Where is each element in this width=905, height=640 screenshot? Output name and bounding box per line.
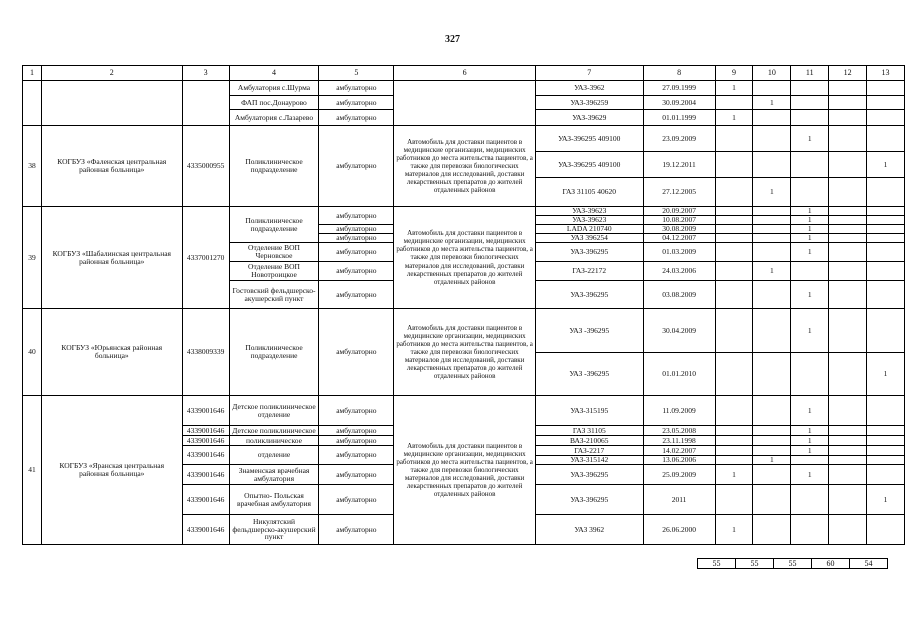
cell-vehicle: УАЗ-396295 409100 [535, 152, 643, 178]
cell-c12 [829, 436, 867, 446]
cell-mode: амбулаторно [319, 446, 394, 465]
cell-c12 [829, 396, 867, 426]
cell-inn [182, 81, 229, 126]
cell-inn: 4339001646 [182, 426, 229, 436]
cell-mode: амбулаторно [319, 396, 394, 426]
cell-inn: 4338009339 [182, 309, 229, 396]
cell-num: 40 [23, 309, 42, 396]
cell-mode: амбулаторно [319, 281, 394, 309]
cell-c13 [867, 436, 905, 446]
cell-date: 19.12.2011 [643, 152, 715, 178]
cell-c9 [715, 353, 753, 396]
cell-c9 [715, 243, 753, 262]
cell-c13: 1 [867, 353, 905, 396]
cell-vehicle: УАЗ-39623 [535, 207, 643, 216]
cell-dept: Детское поликлиническое отделение [229, 396, 319, 426]
cell-c10 [753, 465, 791, 485]
cell-vehicle: УАЗ-315142 [535, 456, 643, 465]
header-cell: 4 [229, 66, 319, 81]
cell-vehicle: УАЗ-396295 409100 [535, 126, 643, 152]
cell-dept: Поликлиническое подразделение [229, 126, 319, 207]
cell-c13 [867, 262, 905, 281]
cell-c11: 1 [791, 234, 829, 243]
cell-c12 [829, 81, 867, 96]
totals-row [697, 558, 888, 569]
cell-dept: отделение [229, 446, 319, 465]
cell-mode: амбулаторно [319, 262, 394, 281]
cell-c9: 1 [715, 465, 753, 485]
cell-c11 [791, 515, 829, 545]
cell-c9 [715, 225, 753, 234]
table-row [23, 396, 905, 426]
cell-c11 [791, 456, 829, 465]
cell-c9 [715, 281, 753, 309]
cell-inn: 4339001646 [182, 436, 229, 446]
cell-c13 [867, 465, 905, 485]
header-cell: 9 [715, 66, 753, 81]
cell-inn: 4335000955 [182, 126, 229, 207]
header-cell: 13 [867, 66, 905, 81]
cell-c9 [715, 178, 753, 207]
cell-vehicle: УАЗ-396295 [535, 243, 643, 262]
cell-dept: Поликлиническое подразделение [229, 309, 319, 396]
cell-c10 [753, 446, 791, 456]
table-row [23, 207, 905, 216]
cell-inn: 4339001646 [182, 465, 229, 485]
cell-vehicle: УАЗ-39629 [535, 110, 643, 126]
cell-date: 13.06.2006 [643, 456, 715, 465]
cell-c12 [829, 234, 867, 243]
cell-inn: 4339001646 [182, 396, 229, 426]
cell-dept: Опытно- Польская врачебная амбулатория [229, 485, 319, 515]
cell-org: КОГБУЗ «Фаленская центральная районная больница» [41, 126, 182, 207]
cell-inn: 4339001646 [182, 515, 229, 545]
header-cell: 1 [23, 66, 42, 81]
header-cell: 11 [791, 66, 829, 81]
cell-c13 [867, 110, 905, 126]
cell-c11 [791, 81, 829, 96]
cell-dept: Детское поликлиническое [229, 426, 319, 436]
cell-date: 23.11.1998 [643, 436, 715, 446]
cell-org: КОГБУЗ «Шабалинская центральная районная больница» [41, 207, 182, 309]
cell-c11: 1 [791, 243, 829, 262]
cell-date: 27.12.2005 [643, 178, 715, 207]
cell-c12 [829, 515, 867, 545]
cell-num: 41 [23, 396, 42, 545]
cell-c12 [829, 485, 867, 515]
cell-c12 [829, 309, 867, 353]
cell-mode: амбулаторно [319, 234, 394, 243]
cell-dept: Никулятский фельдшерско-акушерский пункт [229, 515, 319, 545]
cell-date: 30.04.2009 [643, 309, 715, 353]
cell-mode: амбулаторно [319, 225, 394, 234]
cell-c10 [753, 152, 791, 178]
header-cell: 3 [182, 66, 229, 81]
header-cell: 8 [643, 66, 715, 81]
cell-c10: 1 [753, 178, 791, 207]
cell-dept: Отделение ВОП Новотроицкое [229, 262, 319, 281]
cell-num: 38 [23, 126, 42, 207]
cell-date: 20.09.2007 [643, 207, 715, 216]
cell-c11 [791, 353, 829, 396]
cell-c10: 1 [753, 96, 791, 110]
cell-c10 [753, 207, 791, 216]
cell-c10 [753, 309, 791, 353]
vehicle-table [22, 65, 905, 545]
cell-vehicle: LADA 210740 [535, 225, 643, 234]
cell-c13 [867, 96, 905, 110]
cell-num: 39 [23, 207, 42, 309]
total-cell: 60 [812, 559, 850, 569]
cell-num [23, 81, 42, 126]
cell-c13 [867, 178, 905, 207]
cell-purpose: Автомобиль для доставки пациентов в медицинские организации, медицинских работников до места жительства пациентов, а также для перевозки биологических материалов для исследований, доставки лекарственных препаратов до жителей отдаленных районов [394, 126, 536, 207]
cell-c13 [867, 456, 905, 465]
cell-mode: амбулаторно [319, 110, 394, 126]
total-cell: 55 [736, 559, 774, 569]
cell-inn: 4337001270 [182, 207, 229, 309]
total-cell: 55 [774, 559, 812, 569]
cell-c9 [715, 436, 753, 446]
table-row [23, 126, 905, 152]
cell-c12 [829, 281, 867, 309]
cell-c12 [829, 96, 867, 110]
cell-c11: 1 [791, 436, 829, 446]
cell-c13 [867, 81, 905, 96]
cell-vehicle: ГАЗ 31105 40620 [535, 178, 643, 207]
cell-date: 03.08.2009 [643, 281, 715, 309]
cell-c9 [715, 485, 753, 515]
cell-c12 [829, 178, 867, 207]
cell-c9 [715, 234, 753, 243]
cell-c11 [791, 152, 829, 178]
table-row [23, 309, 905, 353]
cell-date: 04.12.2007 [643, 234, 715, 243]
cell-date: 30.09.2004 [643, 96, 715, 110]
cell-mode: амбулаторно [319, 436, 394, 446]
cell-c11: 1 [791, 465, 829, 485]
cell-c12 [829, 465, 867, 485]
cell-vehicle: УАЗ-396295 [535, 485, 643, 515]
cell-date: 25.09.2009 [643, 465, 715, 485]
cell-purpose: Автомобиль для доставки пациентов в медицинские организации, медицинских работников до места жительства пациентов, а также для перевозки биологических материалов для исследований, доставки лекарственных препаратов до жителей отдаленных районов [394, 207, 536, 309]
cell-c10 [753, 396, 791, 426]
cell-c12 [829, 110, 867, 126]
cell-date: 01.03.2009 [643, 243, 715, 262]
cell-mode: амбулаторно [319, 485, 394, 515]
cell-c11: 1 [791, 207, 829, 216]
cell-c13 [867, 126, 905, 152]
cell-org [41, 81, 182, 126]
cell-c13 [867, 225, 905, 234]
cell-c12 [829, 207, 867, 216]
cell-c9 [715, 207, 753, 216]
cell-c13 [867, 309, 905, 353]
cell-date: 01.01.2010 [643, 353, 715, 396]
cell-c11: 1 [791, 126, 829, 152]
cell-c10 [753, 426, 791, 436]
cell-mode: амбулаторно [319, 96, 394, 110]
cell-inn: 4339001646 [182, 446, 229, 465]
cell-org: КОГБУЗ «Юрьянская районная больница» [41, 309, 182, 396]
cell-vehicle: УАЗ-396295 [535, 281, 643, 309]
cell-c13 [867, 281, 905, 309]
cell-c10 [753, 243, 791, 262]
cell-c9 [715, 216, 753, 225]
cell-c11: 1 [791, 225, 829, 234]
cell-vehicle: УАЗ 396254 [535, 234, 643, 243]
header-cell: 10 [753, 66, 791, 81]
cell-c10 [753, 281, 791, 309]
cell-date: 01.01.1999 [643, 110, 715, 126]
cell-vehicle: ВАЗ-210065 [535, 436, 643, 446]
cell-date: 26.06.2000 [643, 515, 715, 545]
cell-c9 [715, 126, 753, 152]
cell-purpose: Автомобиль для доставки пациентов в медицинские организации, медицинских работников до места жительства пациентов, а также для перевозки биологических материалов для исследований, доставки лекарственных препаратов до жителей отдаленных районов [394, 396, 536, 545]
cell-c12 [829, 216, 867, 225]
cell-c12 [829, 225, 867, 234]
cell-vehicle: УАЗ -396295 [535, 353, 643, 396]
cell-mode: амбулаторно [319, 81, 394, 96]
cell-c13: 1 [867, 485, 905, 515]
header-cell: 5 [319, 66, 394, 81]
header-cell: 12 [829, 66, 867, 81]
cell-mode: амбулаторно [319, 243, 394, 262]
cell-c12 [829, 152, 867, 178]
cell-c10 [753, 126, 791, 152]
cell-c9 [715, 262, 753, 281]
cell-c10 [753, 485, 791, 515]
cell-date: 30.08.2009 [643, 225, 715, 234]
cell-c10: 1 [753, 262, 791, 281]
cell-mode: амбулаторно [319, 426, 394, 436]
cell-vehicle: ГАЗ-22172 [535, 262, 643, 281]
cell-c9: 1 [715, 515, 753, 545]
header-cell: 2 [41, 66, 182, 81]
cell-date: 14.02.2007 [643, 446, 715, 456]
cell-vehicle: ГАЗ-2217 [535, 446, 643, 456]
cell-c11: 1 [791, 426, 829, 436]
cell-c9 [715, 456, 753, 465]
cell-c12 [829, 243, 867, 262]
cell-dept: Гостовский фельдшерско-акушерский пункт [229, 281, 319, 309]
cell-vehicle: УАЗ-39623 [535, 216, 643, 225]
cell-c10 [753, 515, 791, 545]
cell-c12 [829, 126, 867, 152]
cell-vehicle: ГАЗ 31105 [535, 426, 643, 436]
cell-mode: амбулаторно [319, 465, 394, 485]
cell-vehicle: УАЗ-315195 [535, 396, 643, 426]
cell-vehicle: УАЗ -396295 [535, 309, 643, 353]
cell-c13 [867, 396, 905, 426]
cell-c11 [791, 178, 829, 207]
cell-c11: 1 [791, 216, 829, 225]
cell-c12 [829, 426, 867, 436]
cell-mode: амбулаторно [319, 515, 394, 545]
table-row [23, 81, 905, 96]
cell-dept: Амбулатория с.Лазарево [229, 110, 319, 126]
cell-c12 [829, 446, 867, 456]
cell-c11 [791, 110, 829, 126]
cell-vehicle: УАЗ-396295 [535, 465, 643, 485]
cell-date: 2011 [643, 485, 715, 515]
cell-c11: 1 [791, 396, 829, 426]
total-cell: 55 [698, 559, 736, 569]
cell-date: 23.05.2008 [643, 426, 715, 436]
cell-c9 [715, 96, 753, 110]
cell-date: 11.09.2009 [643, 396, 715, 426]
cell-c10 [753, 436, 791, 446]
cell-date: 24.03.2006 [643, 262, 715, 281]
cell-c13 [867, 446, 905, 456]
cell-c11: 1 [791, 281, 829, 309]
cell-c12 [829, 353, 867, 396]
cell-c9: 1 [715, 110, 753, 126]
cell-c11 [791, 96, 829, 110]
cell-dept: Знаменская врачебная амбулатория [229, 465, 319, 485]
cell-c13 [867, 234, 905, 243]
cell-c11 [791, 485, 829, 515]
cell-c9 [715, 152, 753, 178]
header-cell: 6 [394, 66, 536, 81]
cell-c10 [753, 234, 791, 243]
page-number: 327 [445, 34, 460, 45]
cell-c10 [753, 353, 791, 396]
header-cell: 7 [535, 66, 643, 81]
cell-c9 [715, 309, 753, 353]
cell-c10: 1 [753, 456, 791, 465]
cell-c11: 1 [791, 309, 829, 353]
cell-date: 27.09.1999 [643, 81, 715, 96]
cell-c9 [715, 396, 753, 426]
cell-dept: ФАП пос.Донаурово [229, 96, 319, 110]
cell-c11: 1 [791, 446, 829, 456]
cell-c13 [867, 426, 905, 436]
cell-c10 [753, 81, 791, 96]
cell-purpose [394, 81, 536, 126]
cell-c9 [715, 426, 753, 436]
cell-org: КОГБУЗ «Яранская центральная районная больница» [41, 396, 182, 545]
header-row [23, 66, 905, 81]
cell-c13: 1 [867, 152, 905, 178]
cell-vehicle: УАЗ-396259 [535, 96, 643, 110]
cell-mode: амбулаторно [319, 207, 394, 225]
cell-date: 23.09.2009 [643, 126, 715, 152]
cell-c10 [753, 216, 791, 225]
cell-c10 [753, 225, 791, 234]
cell-dept: Амбулатория с.Шурма [229, 81, 319, 96]
cell-vehicle: УАЗ-3962 [535, 81, 643, 96]
cell-c11 [791, 262, 829, 281]
cell-purpose: Автомобиль для доставки пациентов в медицинские организации, медицинских работников до места жительства пациентов, а также для перевозки биологических материалов для исследований, доставки лекарственных препаратов до жителей отдаленных районов [394, 309, 536, 396]
cell-c9: 1 [715, 81, 753, 96]
cell-dept: Поликлиническое подразделение [229, 207, 319, 243]
cell-dept: Отделение ВОП Черновское [229, 243, 319, 262]
cell-c12 [829, 262, 867, 281]
cell-c9 [715, 446, 753, 456]
total-cell: 54 [850, 559, 888, 569]
cell-dept: поликлиническое [229, 436, 319, 446]
cell-c13 [867, 207, 905, 216]
cell-mode: амбулаторно [319, 126, 394, 207]
cell-mode: амбулаторно [319, 309, 394, 396]
cell-date: 10.08.2007 [643, 216, 715, 225]
cell-vehicle: УАЗ 3962 [535, 515, 643, 545]
cell-inn: 4339001646 [182, 485, 229, 515]
cell-c12 [829, 456, 867, 465]
cell-c13 [867, 216, 905, 225]
cell-c10 [753, 110, 791, 126]
cell-c13 [867, 243, 905, 262]
cell-c13 [867, 515, 905, 545]
